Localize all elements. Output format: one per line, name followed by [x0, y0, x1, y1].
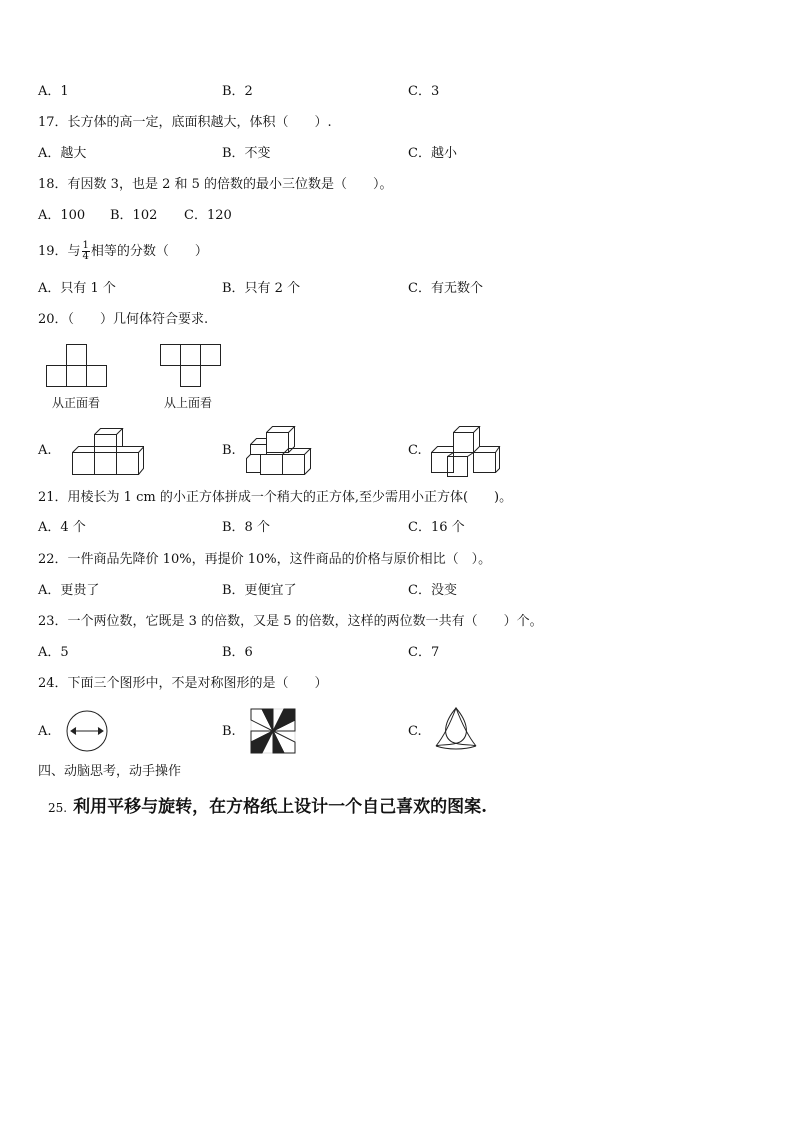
q25-number: 25.	[48, 801, 68, 815]
q20-option-a: A.	[38, 443, 52, 458]
triquetra-figure	[432, 706, 480, 752]
one-quarter-fraction: $\frac{1}{4}$	[82, 240, 89, 262]
front-view-caption: 从正面看	[52, 396, 101, 410]
q17-stem: 17．长方体的高一定，底面积越大，体积（ ）.	[38, 115, 332, 130]
q16-option-c: C．3	[408, 84, 440, 99]
q19-option-a: A．只有 1 个	[38, 281, 116, 296]
q17-option-b: B．不变	[222, 146, 271, 161]
q21-option-a: A．4 个	[38, 520, 86, 535]
q19-prefix: 19．与	[38, 244, 81, 259]
q24-stem: 24．下面三个图形中，不是对称图形的是（ ）	[38, 676, 328, 691]
cube-stack-a-figure	[72, 428, 144, 478]
q22-option-c: C．没变	[408, 583, 457, 598]
q24-option-c: C.	[408, 724, 422, 739]
q23-stem: 23．一个两位数，它既是 3 的倍数，又是 5 的倍数，这样的两位数一共有（ ）个。	[38, 614, 543, 629]
q22-stem: 22．一件商品先降价 10%，再提价 10%，这件商品的价格与原价相比（ ）。	[38, 552, 492, 567]
q19-suffix: 相等的分数（ ）	[90, 244, 208, 259]
q16-option-b: B．2	[222, 84, 253, 99]
q19-option-b: B．只有 2 个	[222, 281, 301, 296]
q20-option-c: C.	[408, 443, 422, 458]
q19-stem	[38, 238, 208, 266]
section-4-title: 四、动脑思考，动手操作	[38, 764, 182, 779]
q18-option-b: B．102	[110, 208, 158, 223]
front-view-figure	[46, 344, 110, 388]
q16-option-a: A．1	[38, 84, 69, 99]
q18-option-a: A．100	[38, 208, 86, 223]
top-view-caption: 从上面看	[164, 396, 213, 410]
q17-option-a: A．越大	[38, 146, 87, 161]
q23-option-a: A．5	[38, 645, 69, 660]
pinwheel-figure	[250, 708, 296, 754]
cube-stack-b-figure	[246, 426, 312, 478]
q20-option-b: B.	[222, 443, 236, 458]
q25-stem	[48, 796, 487, 819]
q20-stem: 20．（ ）几何体符合要求.	[38, 312, 209, 327]
top-view-figure	[160, 344, 224, 388]
q22-option-a: A．更贵了	[38, 583, 100, 598]
q22-option-b: B．更便宜了	[222, 583, 297, 598]
q18-option-c: C．120	[184, 208, 232, 223]
q25-text: 利用平移与旋转，在方格纸上设计一个自己喜欢的图案.	[73, 797, 488, 817]
q24-option-a: A.	[38, 724, 52, 739]
q21-stem: 21．用棱长为 1 cm 的小正方体拼成一个稍大的正方体,至少需用小正方体( )。	[38, 490, 513, 505]
q18-stem: 18．有因数 3，也是 2 和 5 的倍数的最小三位数是（ ）。	[38, 177, 393, 192]
circle-arrow-figure	[62, 708, 112, 754]
q19-option-c: C．有无数个	[408, 281, 483, 296]
q17-option-c: C．越小	[408, 146, 457, 161]
cube-stack-c-figure	[431, 426, 501, 478]
q23-option-b: B．6	[222, 645, 253, 660]
q24-option-b: B.	[222, 724, 236, 739]
q21-option-c: C．16 个	[408, 520, 465, 535]
q23-option-c: C．7	[408, 645, 440, 660]
q21-option-b: B．8 个	[222, 520, 270, 535]
